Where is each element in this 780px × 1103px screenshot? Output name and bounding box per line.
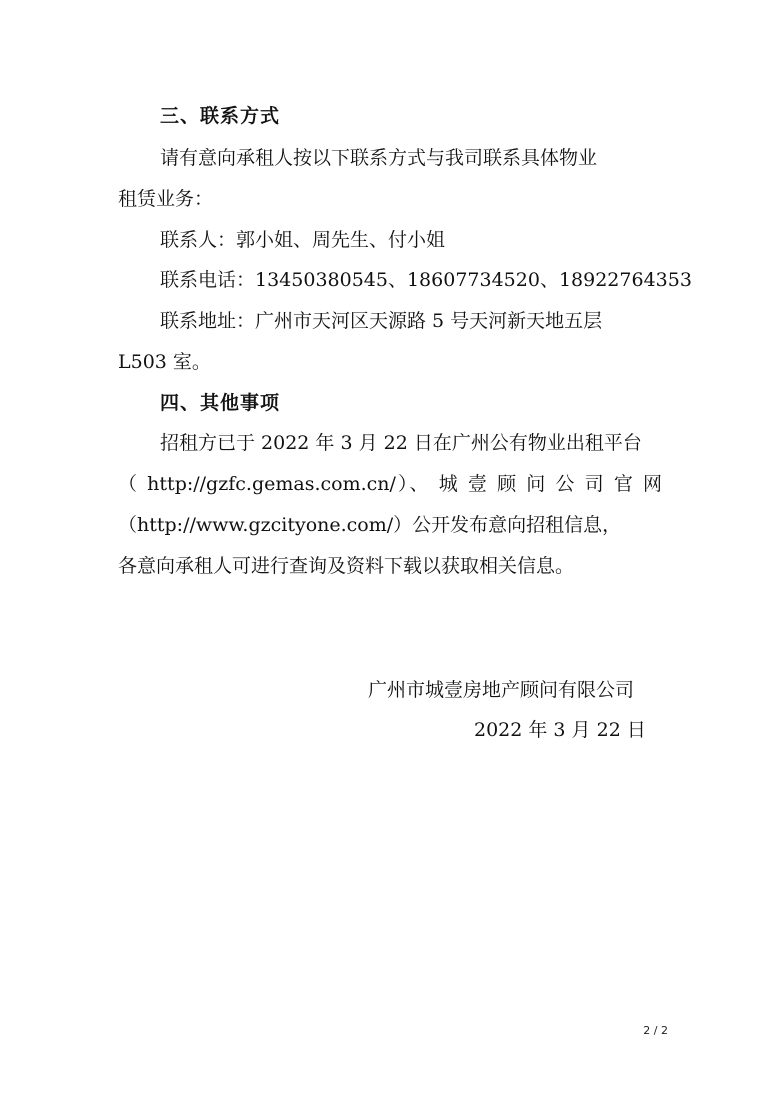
section-4-line-3: （http://www.gzcityone.com/）公开发布意向招租信息， [118, 514, 622, 536]
contact-phones: 联系电话：13450380545、18607734520、18922764353 [160, 269, 692, 291]
section-4-line-2: （ http://gzfc.gemas.com.cn/）、 城 壹 顾 问 公 司 官 网 [118, 473, 662, 495]
section-3-intro-line-1: 请有意向承租人按以下联系方式与我司联系具体物业 [160, 147, 598, 169]
section-4-line-4: 各意向承租人可进行查询及资料下载以获取相关信息。 [118, 555, 575, 577]
section-4-line-1: 招租方已于 2022 年 3 月 22 日在广州公有物业出租平台 [160, 432, 642, 454]
contact-persons: 联系人：郭小姐、周先生、付小姐 [160, 229, 446, 251]
signature-date: 2022 年 3 月 22 日 [474, 719, 646, 741]
page-number: 2 / 2 [643, 1024, 668, 1037]
section-3-intro-line-2: 租赁业务： [118, 188, 214, 210]
contact-address-line-1: 联系地址：广州市天河区天源路 5 号天河新天地五层 [160, 310, 603, 332]
signature-company: 广州市城壹房地产顾问有限公司 [368, 679, 635, 701]
section-4-heading: 四、其他事项 [160, 392, 281, 414]
contact-address-line-2: L503 室。 [118, 351, 211, 373]
section-3-heading: 三、联系方式 [160, 105, 281, 127]
